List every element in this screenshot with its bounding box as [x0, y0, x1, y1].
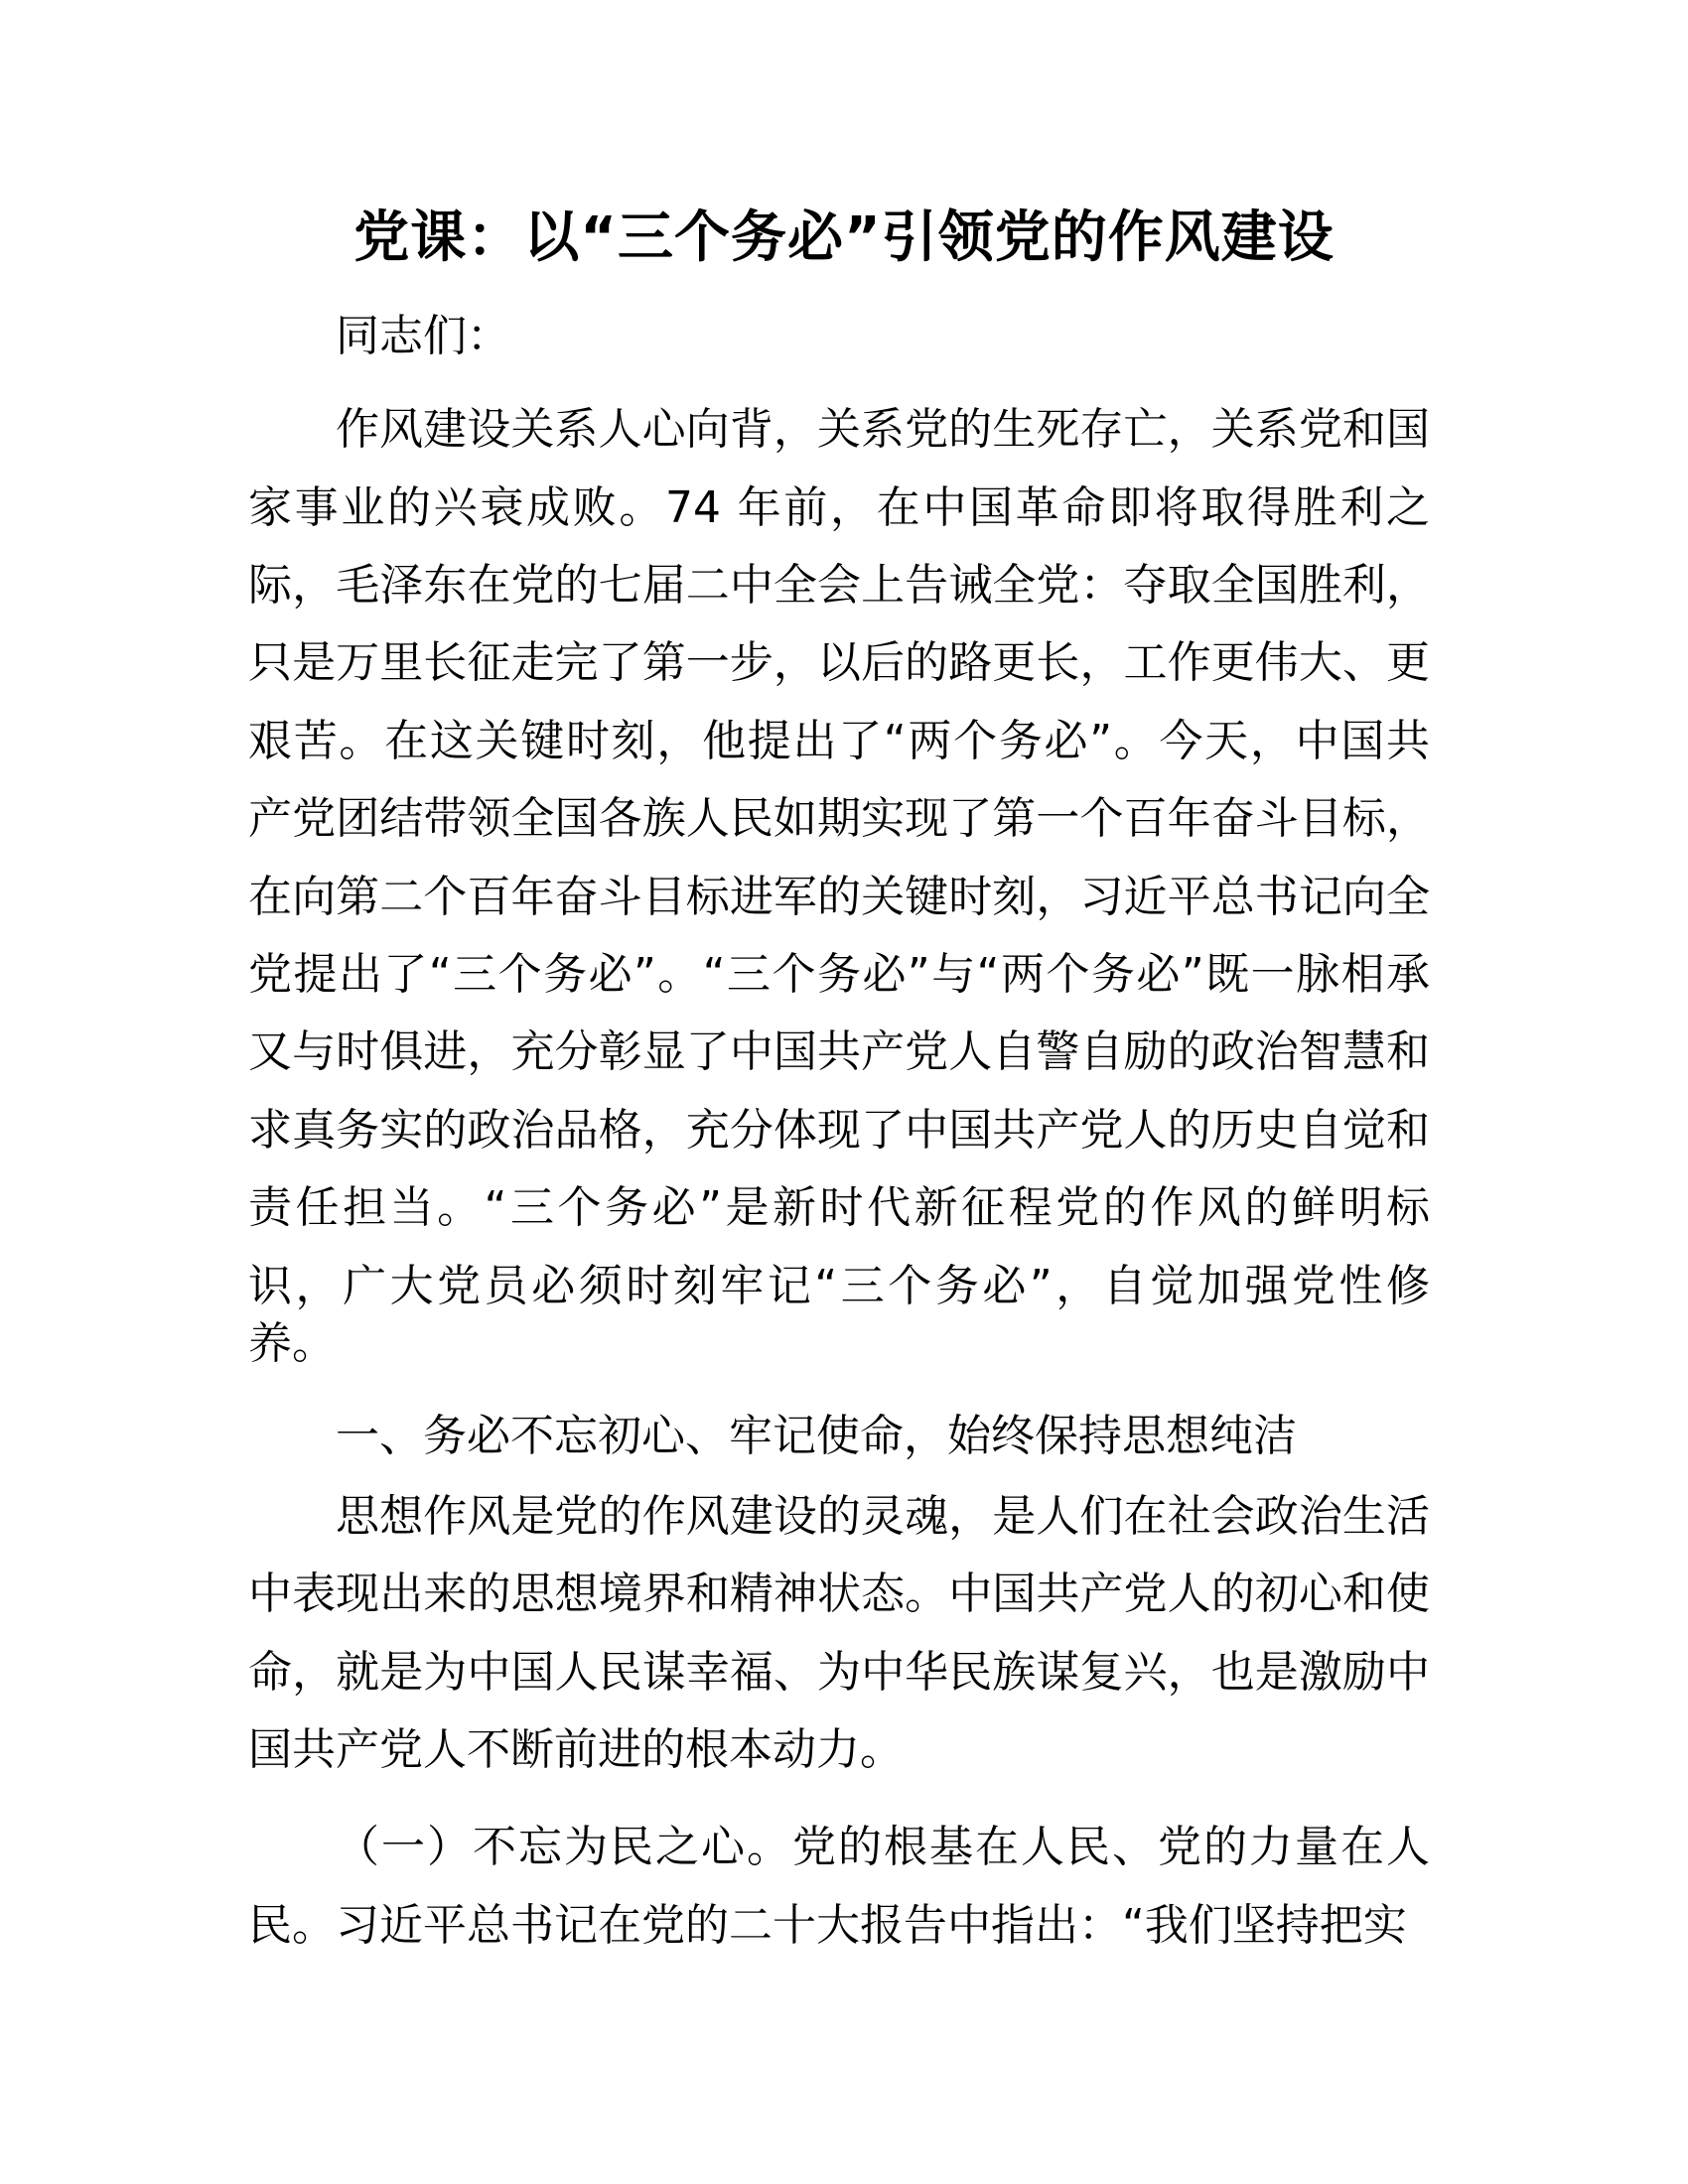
text-line: 思想作风是党的作风建设的灵魂，是人们在社会政治生活: [336, 1491, 1430, 1542]
text-line: 责任担当。“三个务必”是新时代新征程党的作风的鲜明标: [248, 1182, 1430, 1233]
salutation: 同志们：: [336, 311, 510, 361]
text-line: 民。习近平总书记在党的二十大报告中指出：“我们坚持把实: [248, 1900, 1407, 1951]
text-line: 党提出了“三个务必”。“三个务必”与“两个务必”既一脉相承: [248, 949, 1430, 1000]
text-line: 在向第二个百年奋斗目标进军的关键时刻，习近平总书记向全: [248, 872, 1430, 922]
text-line: 国共产党人不断前进的根本动力。: [248, 1724, 904, 1775]
text-line: 中表现出来的思想境界和精神状态。中国共产党人的初心和使: [248, 1569, 1430, 1619]
text-line: 艰苦。在这关键时刻，他提出了“两个务必”。今天，中国共: [248, 716, 1430, 766]
text-line: 作风建设关系人心向背，关系党的生死存亡，关系党和国: [336, 404, 1430, 455]
text-line: 产党团结带领全国各族人民如期实现了第一个百年奋斗目标，: [248, 793, 1430, 844]
document-title: 党课：以“三个务必”引领党的作风建设: [353, 205, 1335, 270]
text-line: 又与时俱进，充分彰显了中国共产党人自警自励的政治智慧和: [248, 1026, 1430, 1077]
text-line: 命，就是为中国人民谋幸福、为中华民族谋复兴，也是激励中: [248, 1647, 1430, 1698]
text-line: （一）不忘为民之心。党的根基在人民、党的力量在人: [336, 1822, 1430, 1872]
text-line: 一、务必不忘初心、牢记使命，始终保持思想纯洁: [336, 1411, 1297, 1461]
text-line: 际，毛泽东在党的七届二中全会上告诫全党：夺取全国胜利，: [248, 560, 1430, 611]
text-line: 家事业的兴衰成败。74 年前，在中国革命即将取得胜利之: [248, 482, 1430, 533]
text-line: 养。: [248, 1318, 336, 1369]
text-line: 求真务实的政治品格，充分体现了中国共产党人的历史自觉和: [248, 1105, 1430, 1156]
text-line: 识，广大党员必须时刻牢记“三个务必”，自觉加强党性修: [248, 1261, 1430, 1311]
text-line: 只是万里长征走完了第一步，以后的路更长，工作更伟大、更: [248, 637, 1430, 688]
